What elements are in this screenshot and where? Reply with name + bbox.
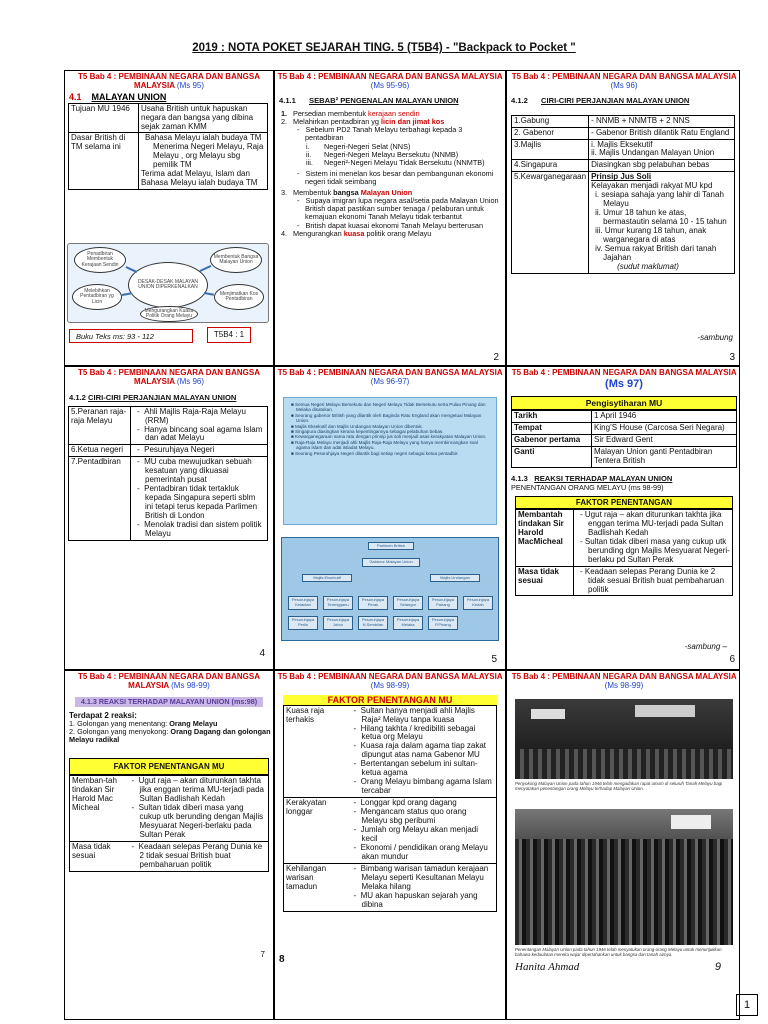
rally-photo-2 [515, 809, 733, 945]
panel-8 [275, 671, 505, 1021]
faktor-box [515, 496, 733, 597]
row-value: King’S House (Carcosa Seri Negara) [592, 422, 737, 434]
ciri-table-2 [68, 406, 268, 541]
ciri-table [511, 115, 735, 274]
chart-node: Pesuruhjaya Perak [358, 596, 388, 610]
reaksi-band: 4.1.3 REAKSI TERHADAP MALAYAN UNION (ms:98) [75, 697, 263, 707]
chart-node: Pesuruhjaya Melaka [393, 616, 423, 630]
row-value: - Longgar kpd orang dagang - Mengancam status quo orang Melayu sbg peribumi - Jumlah org Melayu akan menjadi kecil - Ekonomi / pendidikan orang Melayu akan mundur [348, 798, 497, 864]
section-heading: 4.1.1 SEBAB² PENGENALAN MALAYAN UNION [279, 95, 459, 105]
page-number: 2 [493, 352, 499, 363]
section-heading: 4.1.3 REAKSI TERHADAP MALAYAN UNION [511, 473, 673, 483]
panel-header: T5 Bab 4 : PEMBINAAN NEGARA DAN BANGSA MALAYSIA (Ms 95-96) [277, 72, 503, 90]
chart-node: Pesuruhjaya Kedah [463, 596, 493, 610]
row-key: Tempat [512, 422, 592, 434]
pentadbiran-chart [281, 537, 499, 641]
panel-2 [275, 71, 505, 365]
chart-node: Pesuruhjaya Terengganu [323, 596, 353, 610]
sebab-diagram [67, 243, 269, 323]
diagram-center: DESAK-DESAK MALAYAN UNION DIPERKENALKAN [128, 262, 208, 308]
page-number: 3 [729, 352, 735, 363]
row-key: Memban-tah tindakan Sir Harold Mac Micheal [70, 776, 126, 842]
row-value: - Ugut raja – akan diturunkan takhta jika enggan terima MU-terjadi pada Sultan Badlishah Kedah - Sultan tidak diberi masa yang cukup utk berunding dgn Majlis Mesyuarat Negeri-berlaku pd Sultan Perak [574, 509, 733, 566]
banner-shape [531, 709, 565, 719]
page-box-number: 1 [736, 994, 758, 1016]
document-title: 2019 : NOTA POKET SEJARAH TING. 5 (T5B4) - "Backpack to Pocket " [192, 42, 576, 54]
buku-teks-label: Buku Teks ms: 93 - 112 [69, 329, 193, 343]
chart-node: Parlimen British [368, 542, 414, 550]
diagram-node: Membentuk Bangsa Malayan Union [210, 247, 262, 273]
chart-node: Pesuruhjaya N.Sembilan [358, 616, 388, 630]
row-value: - Pesuruhjaya Negeri [131, 445, 268, 457]
row-value: - Keadaan selepas Perang Dunia ke 2 tidak sesuai British buat pembaharuan politik [574, 566, 733, 596]
panel-6 [507, 367, 741, 669]
panel-header: T5 Bab 4 : PEMBINAAN NEGARA DAN BANGSA MALAYSIA (Ms 96) [511, 72, 737, 90]
diagram-arrow [204, 292, 214, 296]
row-value: Bahasa Melayu ialah budaya TM Menerima Negeri Melayu, Raja Melayu , org Melayu sbg pemilik TM Terima adat Melayu, Islam dan Bahasa Melayu ialah budaya TM [139, 133, 268, 190]
row-value: i. Majlis Eksekutif ii. Majlis Undangan Malayan Union [589, 139, 735, 160]
notes-sheet [64, 70, 740, 1020]
diagram-arrow [200, 265, 212, 272]
row-key: Kerakyatan longgar [284, 798, 348, 864]
row-key: Masa tidak sesuai [70, 841, 126, 871]
row-key: 5.Kewarganegaraan [512, 172, 589, 273]
row-value: - Keadaan selepas Perang Dunia ke 2 tidak sesuai British buat pembaharuan politik [126, 841, 269, 871]
summary-bullet: ■ Raja-Raja Melayu menjadi ahli Majlis Raja-Raja Melayu yang hanya membincangkan soal agama Islam dan adat istiadat Melayu. [291, 439, 478, 451]
crowd-shape [515, 749, 733, 779]
row-key: Gabenor pertama [512, 434, 592, 446]
diagram-node: Melebihkan Pentadbiran yg Licin [72, 284, 122, 310]
sambung-label: -sambung [697, 333, 733, 342]
faktor-detail-table [283, 705, 497, 912]
panel-header: T5 Bab 4 : PEMBINAAN NEGARA DAN BANGSA MALAYSIA (Ms 98-99) [78, 672, 260, 690]
chart-node: Majlis Undangan [430, 574, 480, 582]
panel-header: T5 Bab 4 : PEMBINAAN NEGARA DAN BANGSA MALAYSIA (Ms 97) [511, 368, 737, 390]
chart-node: Pesuruhjaya Perlis [288, 616, 318, 630]
row-key: 5.Peranan raja-raja Melayu [69, 406, 131, 445]
panel-5 [275, 367, 505, 669]
panel-9 [507, 671, 741, 1021]
section-heading: 4.1 MALAYAN UNION [69, 91, 167, 102]
row-value: Malayan Union ganti Pentadbiran Tentera British [592, 446, 737, 467]
row-value: Sir Edward Gent [592, 434, 737, 446]
pengisytiharan-box [511, 396, 737, 468]
page-number: 7 [260, 950, 265, 959]
row-value: - Ugut raja – akan diturunkan takhta jika enggan terima MU-terjadi pada Sultan Badlishah Kedah - Sultan tidak diberi masa yang cukup utk berunding dengan Majlis Mesyuarat Negeri-berlaku pada Sultan Perak [126, 776, 269, 842]
page-number: 8 [279, 954, 285, 965]
diagram-arrow [122, 292, 132, 296]
diagram-node: Mengurangkan Kuasa Politik Orang Melayu [140, 306, 198, 322]
row-value: - NNMB + NNMTB + 2 NNS [589, 115, 735, 127]
sebab-list: 1. Persedian membentuk kerajaan sendiri 2. Melahirkan pentadbiran yg licin dan jimat kos - Sebelum PD2 Tanah Melayu terbahagi kepada 3 pentadbiran i. Negeri-Negeri Selat (NNS) ii. Negeri-Negeri Melayu Bersekutu (NNMB) iii. Negeri²-Negeri Melayu Tidak Bersekutu (NNMTB) - Sistem ini menelan kos besar dan pembangunan ekonomi negeri tidak seimbang 3. Membentuk bangsa Malayan Union - Supaya imigran lupa negara asal/setia pada Malayan Union British dapat pastikan sumber tenaga / pelaburan untuk kemajuan ekonomi Tanah Melayu tidak terbantut - British dapat kuasai ekonomi Tanah Melayu berterusan 4. Mengurangkan kuasa politik orang Melayu [281, 108, 499, 238]
box-title: FAKTOR PENENTANGAN [515, 496, 733, 509]
summary-bullet: ■ Semua Negeri Melayu Bersekutu dan Negeri Melayu Tidak Bersekutu serta Pulau Pinang dan Melaka disatukan. [291, 402, 486, 413]
row-key: 1.Gabung [512, 115, 589, 127]
row-key: Kuasa raja terhakis [284, 705, 348, 798]
chart-node: Majlis Eksekutif [302, 574, 352, 582]
pengisytiharan-table [511, 410, 737, 468]
faktor-box [69, 758, 269, 872]
panel-1 [65, 71, 273, 365]
reaksi-list: Terdapat 2 reaksi: 1. Golongan yang menentang: Orang Melayu 2. Golongan yang menyokong: Orang Dagang dan golongan Melayu radikal [69, 710, 271, 745]
summary-bullet: ■ Kewarganegaraan sama rata dengan prinsip jus soli menjadi asas kerakyatan Malayan Union. [291, 434, 487, 440]
panel-header: T5 Bab 4 : PEMBINAAN NEGARA DAN BANGSA MALAYSIA (Ms 96-97) [277, 368, 503, 386]
summary-bullet: ■ Seorang gabenor British yang dilantik oleh Baginda Ratu England akan mengetuai Malayan Union. [291, 412, 482, 424]
row-key: Ganti [512, 446, 592, 467]
row-value: - Ahli Majlis Raja-Raja Melayu (RRM) - Hanya bincang soal agama Islam dan adat Melayu [131, 406, 268, 445]
row-key: 3.Majlis [512, 139, 589, 160]
row-key: Tarikh [512, 410, 592, 422]
row-key: 4.Singapura [512, 160, 589, 172]
row-key: Tujuan MU 1946 [69, 103, 139, 133]
photo-caption-2: Penentangan Malayan Union pada tahun 1946 telah menyatukan orang-orang Melayu untuk menunjukkan bahawa kedaulatan mereka wajar dipertahankan untuk bangsa dan tanah airnya. [515, 947, 722, 958]
diagram-node: Menjimatkan Kos Pentadbiran [214, 284, 264, 310]
page-number: 4 [259, 648, 265, 659]
row-key: 7.Pentadbiran [69, 457, 131, 541]
panel-header: T5 Bab 4 : PEMBINAAN NEGARA DAN BANGSA MALAYSIA (Ms 96) [78, 368, 260, 386]
faktor-table [515, 509, 733, 597]
row-value: - Gabenor British dilantik Ratu England [589, 127, 735, 139]
diagram-arrow [126, 266, 138, 273]
row-key: Kehilangan warisan tamadun [284, 863, 348, 911]
faktor-band: FAKTOR PENENTANGAN MU [283, 695, 497, 705]
crowd-shape [515, 839, 733, 945]
box-title: FAKTOR PENENTANGAN MU [69, 758, 269, 775]
chart-node: Pesuruhjaya Pahang [428, 596, 458, 610]
page-number: 9 [714, 961, 721, 973]
box-title: Pengisytiharan MU [511, 396, 737, 410]
chart-node: Pesuruhjaya P.Pinang [428, 616, 458, 630]
tujuan-table [68, 103, 268, 191]
summary-bullet: ■ Majlis Eksekutif dan Majlis Undangan Malayan Union dibentuk. [291, 423, 423, 429]
row-key: Masa tidak sesuai [516, 566, 574, 596]
panel-header: T5 Bab 4 : PEMBINAAN NEGARA DAN BANGSA MALAYSIA (Ms 98-99) [277, 672, 503, 690]
row-key: Membantah tindakan Sir Harold MacMicheal [516, 509, 574, 566]
photo-caption-1: Penyokong Malayan Union pada tahun 1946 telah mengadakan rapat umum di seluruh Tanah Melayu bagi menyatakan penentangan orang Melayu terhadap Malayan Union. [515, 781, 723, 792]
t5b4-badge: T5B4 : 1 [207, 327, 251, 343]
chart-node: Gabenor Malayan Union [362, 558, 420, 567]
row-value: Prinsip Jus Soli Kelayakan menjadi rakyat MU kpd i. sesiapa sahaja yang lahir di Tanah Melayu ii. Umur 18 tahun ke atas, bermastautin selama 10 - 15 tahun iii. Umur kurang 18 tahun, anak warganegara di atas iv. Semua rakyat British dari tanah Jajahan (sudut maklumat) [589, 172, 735, 273]
panel-7 [65, 671, 273, 1021]
row-value: - Bimbang warisan tamadun kerajaan Melayu seperti Kesultanan Melayu Melaka hilang - MU akan hapuskan sejarah yang dibina [348, 863, 497, 911]
faktor-table [69, 775, 269, 872]
banner-shape [671, 815, 711, 829]
author-name: Hanita Ahmad [515, 961, 580, 973]
subheading: PENENTANGAN ORANG MELAYU (ms 98-99) [511, 482, 664, 492]
section-heading: 4.1.2 CIRI-CIRI PERJANJIAN MALAYAN UNION [511, 95, 690, 105]
row-value: - MU cuba mewujudkan sebuah kesatuan yang dikuasai pemerintah pusat - Pentadbiran tidak tertakluk kepada Singapura seperti sblm ini tetapi terus kepada Parlimen British di London - Menolak tradisi dan sistem politik Melayu [131, 457, 268, 541]
diagram-node: Penadbiran Membentuk Kerajaan Sendiri [74, 247, 126, 273]
chart-node: Pesuruhjaya Selangor [393, 596, 423, 610]
panel-3 [507, 71, 741, 365]
row-key: 2. Gabenor [512, 127, 589, 139]
banner-shape [635, 705, 695, 717]
sambung-label: -sambung – [684, 642, 727, 651]
summary-bullet: ■ Singapura diasingkan kerana kepentingannya sebagai pelabuhan bebas. [291, 429, 444, 435]
summary-bullet: ■ Seorang Pesuruhjaya Negeri dilantik bagi setiap negeri sebagai ketua pentadbir. [291, 450, 459, 456]
section-heading: 4.1.2 CIRI-CIRI PERJANJIAN MALAYAN UNION [69, 392, 237, 402]
row-value: Diasingkan sbg pelabuhan bebas [589, 160, 735, 172]
panel-header: T5 Bab 4 : PEMBINAAN NEGARA DAN BANGSA MALAYSIA (Ms 98-99) [511, 672, 737, 690]
summary-bullets [290, 402, 490, 456]
row-value: - Sultan hanya menjadi ahli Majlis Raja² Melayu tanpa kuasa - Hilang takhta / kredibiliti sebagai ketua org Melayu - Kuasa raja dalam agama tiap zakat dipungut atas nama Gabenor MU - Bertentangan sebelum ini sultan-ketua agama - Orang Melayu bimbang agama Islam tercabar [348, 705, 497, 798]
panel-header: T5 Bab 4 : PEMBINAAN NEGARA DAN BANGSA MALAYSIA (Ms 95) [78, 72, 260, 90]
ciri-summary-image [283, 397, 497, 525]
page-number: 5 [491, 654, 497, 665]
row-key: 6.Ketua negeri [69, 445, 131, 457]
chart-node: Pesuruhjaya Kelantan [288, 596, 318, 610]
page-number: 6 [729, 654, 735, 665]
panel-4 [65, 367, 273, 669]
row-value: Usaha British untuk hapuskan negara dan bangsa yang dibina sejak zaman KMM [139, 103, 268, 133]
row-key: Dasar British di TM selama ini [69, 133, 139, 190]
rally-photo-1 [515, 699, 733, 779]
row-value: 1 April 1946 [592, 410, 737, 422]
chart-node: Pesuruhjaya Johor [323, 616, 353, 630]
